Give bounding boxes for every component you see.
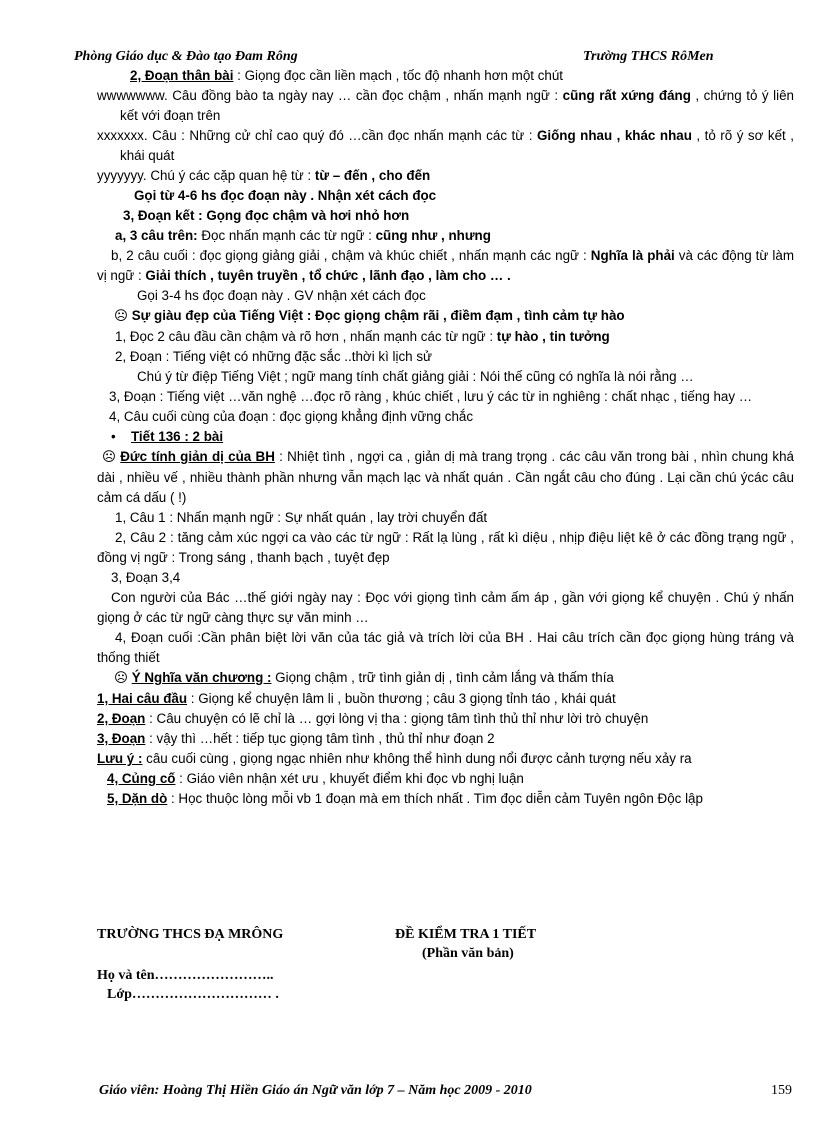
lesson-body [97, 66, 794, 809]
paragraph-doan-34: 3, Đoạn 3,4 [111, 570, 181, 585]
heading-tiet-136: • Tiết 136 : 2 bài [97, 427, 794, 447]
paragraph-duc-tinh: ☹ Đức tính giản dị của BH : Nhiệt tình , ngợi ca , giản dị mà trang trọng . các câu văn trong bài , nhìn chung khá dài , nhiều vế , nhiều thành phần nhưng vẫn mạch lạc và nhất quán . Cần ngắt câu cho đúng . Lại cần chú ýcác câu cảm cá dấu ( !) [97, 449, 795, 505]
paragraph-cung-co: 4, Củng cố : Giáo viên nhận xét ưu , khuyết điểm khi đọc vb nghị luận [107, 771, 524, 786]
paragraph-2-cau-cuoi: b, 2 câu cuối : đọc giọng giảng giải , chậm và khúc chiết , nhấn mạnh các ngữ : Nghĩa là phải và các động từ làm vị ngữ : Giải thích , tuyên truyền , tổ chức , lãnh đạo , làm cho … . [97, 248, 794, 283]
exam-school: TRƯỜNG THCS ĐẠ MRÔNG [97, 927, 284, 942]
paragraph-tv-4: 4, Câu cuối cùng của đoạn : đọc giọng khẳng định vững chắc [109, 409, 474, 424]
paragraph-doan-3: 3, Đoạn : vậy thì …hết : tiếp tục giọng tâm tình , thủ thỉ như đoạn 2 [97, 731, 495, 746]
footer-text: Giáo viên: Hoàng Thị Hiền Giáo án Ngữ văn lớp 7 – Năm học 2009 - 2010 [99, 1083, 532, 1098]
page-number: 159 [771, 1083, 792, 1098]
frown-icon: ☹ [114, 671, 128, 686]
heading-y-nghia: ☹ Ý Nghĩa văn chương : Giọng chậm , trữ tình giản dị , tình cảm lắng và thấm thía [114, 670, 614, 686]
header-left: Phòng Giáo dục & Đào tạo Đam Rông [74, 49, 298, 64]
paragraph-doan-2: 2, Đoạn : Câu chuyện có lẽ chỉ là … gợi lòng vị tha : giọng tâm tình thủ thỉ như lời trò chuyện [97, 711, 649, 726]
exam-subtitle: (Phần văn bản) [422, 946, 514, 961]
paragraph-dan-do: 5, Dặn dò : Học thuộc lòng mỗi vb 1 đoạn mà em thích nhất . Tìm đọc diễn cảm Tuyên ngôn Độc lập [107, 791, 703, 806]
exam-title: ĐỀ KIỂM TRA 1 TIẾT [395, 927, 537, 942]
frown-icon: ☹ [102, 450, 116, 465]
frown-icon: ☹ [114, 309, 128, 324]
paragraph-goi-hs-2: Gọi 3-4 hs đọc đoạn này . GV nhận xét cách đọc [137, 288, 426, 303]
exam-class-field: Lớp………………………… . [107, 987, 279, 1002]
header-right: Trường THCS RôMen [583, 49, 714, 64]
paragraph-doan-than-bai: 2, Đoạn thân bài : Giọng đọc cần liền mạch , tốc độ nhanh hơn một chút [130, 68, 564, 83]
paragraph-cau-2: 2, Câu 2 : tăng cảm xúc ngợi ca vào các từ ngữ : Rất lạ lùng , rất kì diệu , nhịp điệu liệt kê ở các đồng trạng ngữ , đồng vị ngữ : Trong sáng , thanh bạch , tuyệt đẹp [97, 530, 794, 565]
exam-name-field: Họ và tên…………………….. [97, 968, 274, 983]
paragraph-hai-cau-dau: 1, Hai câu đầu : Giọng kể chuyện lâm li , buồn thương ; câu 3 giọng tỉnh táo , khái quát [97, 691, 616, 706]
paragraph-quan-he-tu: yyyyyyy. Chú ý các cặp quan hệ từ : từ – đến , cho đến [97, 168, 431, 183]
paragraph-dong-bao: wwwwwww. Câu đồng bào ta ngày nay … cần đọc chậm , nhấn mạnh ngữ : cũng rất xứng đáng , chứng tỏ ý liên kết với đoạn trên [97, 88, 795, 123]
paragraph-doan-cuoi: 4, Đoạn cuối :Cần phân biệt lời văn của tác giả và trích lời của BH . Hai câu trích cần đọc giọng hùng tráng và thống thiết [97, 630, 794, 665]
paragraph-cau-1: 1, Câu 1 : Nhấn mạnh ngữ : Sự nhất quán , lay trời chuyển đất [115, 510, 488, 525]
paragraph-3-cau-tren: a, 3 câu trên: Đọc nhấn mạnh các từ ngữ : cũng như , nhưng [115, 228, 491, 243]
paragraph-con-nguoi: Con người của Bác …thế giới ngày nay : Đọc với giọng tình cảm ấm áp , gần với giọng kể chuyện . Chú ý nhấn giọng ở các từ ngữ càng thực sự văn minh … [97, 590, 794, 625]
paragraph-tv-diep: Chú ý từ điệp Tiếng Việt ; ngữ mang tính chất giảng giải : Nói thế cũng có nghĩa là nói rằng … [137, 369, 694, 384]
paragraph-goi-hs-1: Gọi từ 4-6 hs đọc đoạn này . Nhận xét cách đọc [134, 188, 437, 203]
heading-su-giau-dep: ☹ Sự giàu đẹp của Tiếng Việt : Đọc giọng chậm rãi , điềm đạm , tình cảm tự hào [114, 308, 625, 324]
paragraph-tv-1: 1, Đọc 2 câu đầu cần chậm và rõ hơn , nhấn mạnh các từ ngữ : tự hào , tin tưởng [115, 329, 610, 344]
paragraph-luu-y: Lưu ý : câu cuối cùng , giọng ngạc nhiên như không thể hình dung nổi được cảnh tượng nếu xảy ra [97, 751, 692, 766]
paragraph-doan-ket: 3, Đoạn kết : Gọng đọc chậm và hơi nhỏ hơn [123, 208, 410, 223]
paragraph-cu-chi: xxxxxxx. Câu : Những cử chỉ cao quý đó …cần đọc nhấn mạnh các từ : Giống nhau , khác nhau , tỏ rõ ý sơ kết , khái quát [97, 128, 795, 163]
paragraph-tv-2: 2, Đoạn : Tiếng việt có những đặc sắc ..thời kì lịch sử [115, 349, 432, 364]
paragraph-tv-3: 3, Đoạn : Tiếng việt …văn nghệ …đọc rõ ràng , khúc chiết , lưu ý các từ in nghiêng : chất nhạc , tiếng hay … [109, 389, 753, 404]
